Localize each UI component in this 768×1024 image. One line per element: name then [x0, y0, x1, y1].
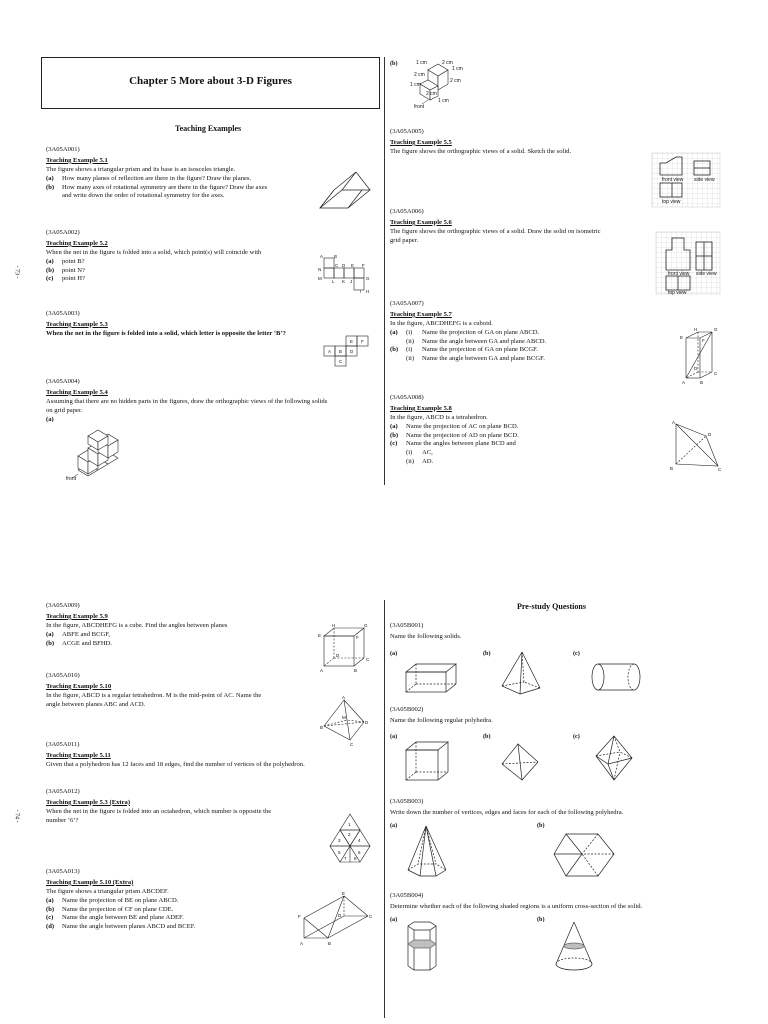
question-code: (3A05A001) — [46, 146, 80, 153]
part-text: ACGE and BFHD. — [62, 639, 113, 647]
part-text: How many axes of rotational symmetry are there in the figure? Draw the axes — [62, 183, 268, 191]
svg-text:A: A — [300, 941, 304, 946]
svg-text:B: B — [670, 466, 674, 471]
svg-text:H: H — [366, 289, 370, 294]
example-title: Teaching Example 5.3 — [46, 320, 108, 328]
svg-text:C: C — [350, 742, 354, 747]
question-text-continued: angle between planes ABC and ACD. — [46, 700, 146, 708]
subpart-label: (i) — [406, 449, 413, 457]
question-text: Name the following solids. — [390, 632, 462, 640]
side-view-label: side view — [696, 271, 717, 277]
svg-text:8: 8 — [354, 856, 357, 861]
example-title: Teaching Example 5.8 — [390, 404, 452, 412]
svg-text:D: D — [694, 366, 698, 371]
part-text: Name the angle between GA and plane ABCD. — [422, 337, 547, 345]
dimension-label: 1 cm — [452, 66, 463, 72]
question-code: (3A05A007) — [390, 300, 424, 307]
svg-text:B: B — [700, 380, 704, 385]
cylinder-solid-figure — [590, 660, 644, 694]
svg-text:5: 5 — [338, 850, 341, 855]
part-text: Name the projection of AD on plane BCD. — [406, 431, 519, 439]
part-text: Name the angle between GA and plane BCGF. — [422, 355, 545, 363]
question-code: (3A05A005) — [390, 128, 424, 135]
prestudy-question-2 — [390, 706, 720, 726]
example-title: Teaching Example 5.7 — [390, 310, 452, 318]
svg-text:A: A — [342, 695, 346, 700]
subpart-label: (ii) — [406, 458, 415, 466]
part-a-label: (a) — [390, 822, 398, 829]
part-b-label: (b) — [483, 650, 491, 657]
example-title: Teaching Example 5.3 (Extra) — [46, 798, 131, 806]
question-code: (3A05B002) — [390, 706, 424, 713]
front-view-label: front view — [668, 271, 690, 277]
svg-text:2: 2 — [348, 832, 351, 837]
side-view-label: side view — [694, 177, 715, 183]
question-code: (3A05A010) — [46, 672, 80, 679]
orthographic-views-5-5 — [652, 153, 720, 207]
part-label: (c) — [46, 275, 54, 283]
part-label: (b) — [46, 639, 55, 647]
svg-text:C: C — [714, 371, 718, 376]
question-code: (3A05A006) — [390, 208, 424, 215]
part-label: (a) — [46, 415, 54, 423]
example-title: Teaching Example 5.4 — [46, 388, 108, 396]
octahedron-net-figure — [330, 812, 370, 864]
svg-text:A: A — [672, 420, 676, 425]
svg-text:N: N — [318, 267, 322, 272]
top-view-label: top view — [662, 199, 681, 205]
question-text: When the net in the figure is folded into a solid, which letter is opposite the letter ‘B’? — [46, 329, 286, 337]
part-text: How many planes of reflection are there in the figure? Draw the planes. — [62, 174, 252, 182]
svg-text:A: A — [328, 349, 332, 354]
question-text: In the figure, ABCDHEFG is a cube. Find the angles between planes — [46, 621, 228, 629]
svg-text:C: C — [335, 263, 339, 268]
example-title: Teaching Example 5.9 — [46, 612, 108, 620]
cone-cross-section-figure — [552, 920, 598, 974]
part-text: Name the angles between plane BCD and — [406, 440, 516, 448]
part-a-label: (a) — [390, 916, 398, 923]
page-number-74: - 74 - — [13, 809, 20, 823]
chapter-title-box — [41, 57, 380, 109]
prestudy-heading: Pre-study Questions — [517, 602, 586, 611]
question-text: When the net in the figure is folded into an octahedron, which number is opposite the — [46, 807, 272, 815]
svg-text:D: D — [336, 653, 340, 658]
svg-text:C: C — [718, 467, 722, 472]
svg-text:C: C — [369, 914, 373, 919]
question-code: (3A05A009) — [46, 602, 80, 609]
dimension-label: 2 cm — [426, 91, 437, 97]
part-a-label: (a) — [390, 650, 398, 657]
part-text: AD. — [422, 458, 434, 466]
subpart-label: (ii) — [406, 355, 415, 363]
svg-text:A: A — [682, 380, 686, 385]
svg-text:D: D — [708, 432, 712, 437]
question-text: The figure shows a triangular prism and its base is an isosceles triangle. — [46, 165, 236, 173]
svg-text:H: H — [332, 623, 336, 628]
svg-text:F: F — [361, 339, 364, 344]
question-code: (3A05A011) — [46, 741, 80, 748]
question-text: When the net in the figure is folded into a solid, which point(s) will coincide with — [46, 248, 262, 256]
question-text-continued: number ‘6’? — [46, 816, 79, 824]
hexagonal-prism-cross-section-figure — [404, 920, 440, 972]
front-label: front — [66, 476, 77, 482]
example-title: Teaching Example 5.1 — [46, 156, 108, 164]
svg-text:C: C — [339, 359, 343, 364]
part-label: (b) — [390, 431, 399, 439]
svg-text:E: E — [318, 633, 322, 638]
part-text: point H? — [62, 275, 85, 283]
front-view-label: front view — [662, 177, 684, 183]
dimensioned-solid-figure — [410, 60, 466, 112]
question-text: Given that a polyhedron has 12 faces and 18 edges, find the number of vertices of the polyhedron. — [46, 760, 305, 768]
question-text: In the figure, ABCDHEFG is a cuboid. — [390, 319, 493, 327]
question-code: (3A05A004) — [46, 378, 80, 385]
question-text-continued: on grid paper. — [46, 406, 83, 414]
part-label: (a) — [390, 328, 398, 336]
svg-text:B: B — [328, 941, 332, 946]
part-label: (d) — [46, 923, 55, 931]
cube-figure-5-9 — [316, 624, 372, 676]
svg-text:G: G — [364, 623, 368, 628]
question-code: (3A05B003) — [390, 798, 424, 805]
part-text: Name the projection of GA on plane ABCD. — [422, 328, 540, 336]
subpart-label: (ii) — [406, 337, 415, 345]
question-text: Name the following regular polyhedra. — [390, 716, 493, 724]
svg-text:D: D — [338, 913, 342, 918]
part-label: (a) — [46, 257, 54, 265]
question-code: (3A05B001) — [390, 622, 424, 629]
chapter-title: Chapter 5 More about 3-D Figures — [129, 75, 292, 87]
part-text: Name the angle between BE and plane ADEF. — [62, 914, 184, 922]
part-text: point N? — [62, 266, 85, 274]
part-label: (b) — [390, 346, 399, 354]
dimension-label: 2 cm — [414, 72, 425, 78]
svg-text:G: G — [366, 276, 370, 281]
dimension-label: 1 cm — [438, 98, 449, 104]
teaching-examples-heading: Teaching Examples — [175, 124, 242, 133]
part-text: Name the projection of BE on plane ABCD. — [62, 896, 179, 904]
prestudy-question-1 — [390, 622, 720, 642]
cube-polyhedron-figure — [404, 740, 450, 782]
question-code: (3A05A003) — [46, 310, 80, 317]
svg-text:E: E — [351, 263, 355, 268]
question-code: (3A05B004) — [390, 892, 424, 899]
svg-text:E: E — [350, 339, 354, 344]
svg-text:E: E — [342, 891, 346, 896]
question-text: Write down the number of vertices, edges and faces for each of the following polyhedra. — [390, 808, 624, 816]
part-label: (b) — [46, 905, 55, 913]
octahedron-polyhedron-figure — [592, 734, 636, 782]
tetrahedron-figure-5-8 — [668, 420, 724, 472]
column-divider-top — [384, 57, 385, 485]
question-text: Determine whether each of the following shaded regions is a uniform cross-section of the solid. — [390, 902, 643, 910]
tetrahedron-polyhedron-figure — [500, 742, 540, 782]
svg-text:E: E — [680, 335, 684, 340]
cuboid-solid-figure — [404, 660, 458, 694]
prestudy-question-3 — [390, 798, 720, 818]
svg-text:M: M — [342, 715, 346, 720]
svg-text:I: I — [360, 289, 362, 294]
part-text: Name the projection of GA on plane BCGF. — [422, 346, 538, 354]
hexagonal-prism-figure — [552, 830, 618, 880]
part-text: Name the projection of CF on plane CDE. — [62, 905, 174, 913]
triangular-prism-figure — [318, 170, 374, 212]
teaching-example-5-4 — [46, 378, 376, 424]
question-code: (3A05A008) — [390, 394, 424, 401]
part-label: (a) — [46, 896, 54, 904]
question-code: (3A05A012) — [46, 788, 80, 795]
svg-text:A: A — [320, 254, 324, 259]
top-view-label: top view — [668, 290, 687, 296]
svg-text:G: G — [714, 327, 718, 332]
dimension-label: 2 cm — [450, 78, 461, 84]
teaching-example-5-7 — [390, 300, 720, 364]
svg-text:F: F — [362, 263, 365, 268]
cuboid-figure — [676, 326, 722, 388]
pyramid-solid-figure — [500, 650, 544, 696]
dimension-label: 2 cm — [442, 60, 453, 66]
page-number-73: - 73 - — [13, 265, 20, 279]
svg-text:L: L — [332, 279, 335, 284]
teaching-example-5-3-extra — [46, 788, 376, 826]
part-label: (a) — [46, 630, 54, 638]
svg-text:B: B — [354, 668, 358, 673]
part-label: (a) — [390, 422, 398, 430]
svg-text:B: B — [320, 725, 324, 730]
question-text-continued: grid paper. — [390, 236, 419, 244]
triangular-prism-figure-extra — [298, 892, 374, 948]
orthographic-views-5-6 — [656, 232, 720, 294]
column-divider-bottom — [384, 600, 385, 1018]
dimension-label: 1 cm — [416, 60, 427, 66]
svg-text:J: J — [350, 279, 353, 284]
question-text: In the figure, ABCD is a regular tetrahedron. M is the mid-point of AC. Name the — [46, 691, 262, 699]
hexagonal-pyramid-figure — [404, 824, 450, 880]
part-c-label: (c) — [573, 650, 580, 657]
svg-text:F: F — [356, 635, 359, 640]
question-text: In the figure, ABCD is a tetrahedron. — [390, 413, 488, 421]
question-text: The figure shows the orthographic views of a solid. Sketch the solid. — [390, 147, 572, 155]
part-label: (c) — [46, 914, 54, 922]
svg-text:6: 6 — [358, 850, 361, 855]
prestudy-question-4 — [390, 892, 720, 912]
svg-text:B: B — [339, 349, 343, 354]
svg-text:F: F — [702, 338, 705, 343]
svg-text:D: D — [365, 720, 369, 725]
question-text: The figure shows the orthographic views of a solid. Draw the solid on isometric — [390, 227, 601, 235]
part-text: ABFE and BCGF, — [62, 630, 111, 638]
part-text: Name the angle between planes ABCD and BCEF. — [62, 923, 196, 931]
question-text: The figure shows a triangular prism ABCDEF. — [46, 887, 169, 895]
net-labels-hidden — [360, 289, 361, 294]
part-label: (b) — [46, 183, 55, 191]
part-b-label: (b) — [483, 733, 491, 740]
subpart-label: (i) — [406, 346, 413, 354]
svg-text:7: 7 — [344, 856, 347, 861]
example-title: Teaching Example 5.5 — [390, 138, 452, 146]
svg-text:F: F — [298, 914, 301, 919]
part-label: (c) — [390, 440, 398, 448]
svg-text:1: 1 — [348, 822, 351, 827]
stair-blocks-figure — [64, 428, 126, 484]
part-text: AC, — [422, 449, 433, 457]
net-figure-5-2 — [316, 252, 374, 296]
svg-text:C: C — [366, 657, 370, 662]
example-title: Teaching Example 5.11 — [46, 751, 111, 759]
part-label: (a) — [46, 174, 54, 182]
question-text: Assuming that there are no hidden parts in the figures, draw the orthographic views of the following solids — [46, 397, 328, 405]
svg-text:K: K — [342, 279, 346, 284]
example-title: Teaching Example 5.10 — [46, 682, 112, 690]
net-figure-5-3 — [324, 334, 370, 370]
example-title: Teaching Example 5.6 — [390, 218, 452, 226]
teaching-example-5-11 — [46, 741, 376, 770]
svg-text:H: H — [694, 327, 698, 332]
part-b-label: (b) — [390, 60, 398, 67]
svg-text:3: 3 — [338, 838, 341, 843]
part-text: Name the projection of AC on plane BCD. — [406, 422, 519, 430]
part-text: point B? — [62, 257, 85, 265]
part-b-label: (b) — [537, 822, 545, 829]
example-title: Teaching Example 5.10 (Extra) — [46, 878, 134, 886]
svg-text:M: M — [318, 276, 322, 281]
svg-text:4: 4 — [358, 838, 361, 843]
example-title: Teaching Example 5.2 — [46, 239, 108, 247]
subpart-label: (i) — [406, 328, 413, 336]
svg-text:D: D — [342, 263, 346, 268]
part-c-label: (c) — [573, 733, 580, 740]
part-label: (b) — [46, 266, 55, 274]
part-a-label: (a) — [390, 733, 398, 740]
svg-text:D: D — [350, 349, 354, 354]
dimension-label: 1 cm — [410, 82, 421, 88]
part-b-label: (b) — [537, 916, 545, 923]
svg-text:A: A — [320, 668, 324, 673]
part-text-continued: and write down the order of rotational symmetry for the axes. — [62, 192, 225, 200]
question-code: (3A05A013) — [46, 868, 80, 875]
svg-text:B: B — [334, 254, 338, 259]
question-code: (3A05A002) — [46, 229, 80, 236]
front-label: front — [414, 104, 425, 110]
